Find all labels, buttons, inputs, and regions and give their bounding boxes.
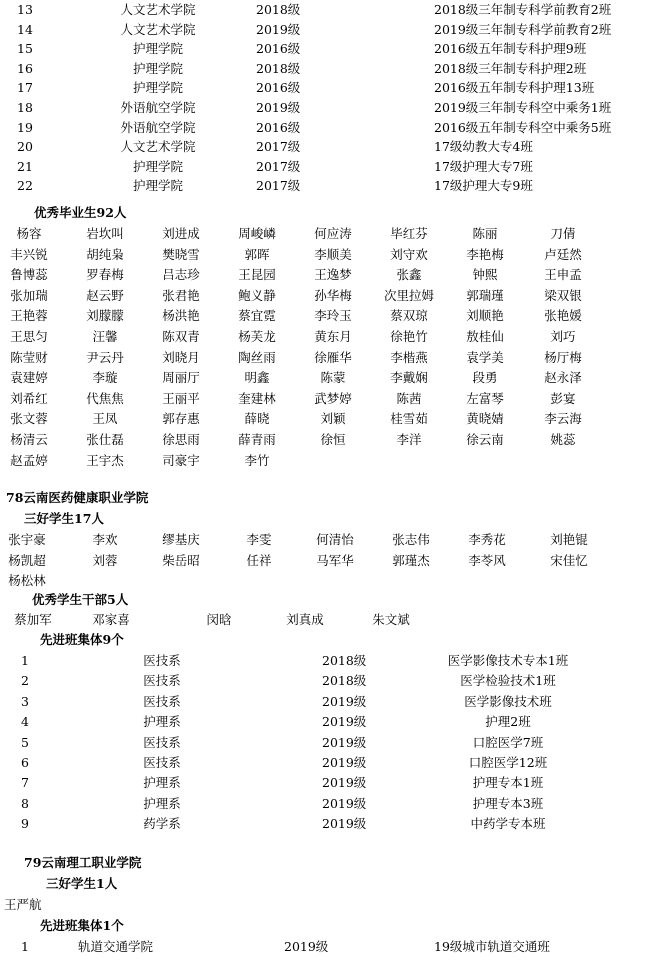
person-name: 李欢 (92, 532, 118, 547)
class-name: 医学影像技术专本1班 (447, 653, 569, 668)
college-name: 人文艺术学院 (120, 2, 196, 17)
person-name: 杨容 (16, 226, 42, 241)
person-name: 左富琴 (466, 390, 504, 406)
row-number: 22 (17, 178, 33, 194)
college-name: 人文艺术学院 (120, 21, 196, 37)
person-name: 王艳蓉 (10, 308, 48, 324)
grade: 2018级 (256, 60, 301, 76)
grade: 2016级 (256, 80, 301, 96)
row-number: 7 (21, 775, 29, 791)
person-name: 汪馨 (92, 329, 118, 344)
college-name: 护理学院 (132, 60, 183, 76)
person-name: 明鑫 (244, 370, 270, 386)
row-number: 20 (17, 139, 33, 155)
person-name: 陈丽 (472, 226, 498, 241)
department-name: 医技系 (143, 673, 181, 689)
person-name: 李艳梅 (466, 246, 504, 262)
person-name: 何应涛 (314, 226, 352, 241)
person-name: 刘蓉 (92, 552, 118, 568)
table-row (0, 20, 648, 40)
school-78-title: 78云南医药健康职业学院 (6, 490, 149, 505)
grade: 2019级 (322, 775, 367, 791)
excellent-cadres-heading: 优秀学生干部5人 (32, 592, 129, 607)
table-row (0, 176, 648, 196)
person-name: 李璇 (92, 370, 118, 386)
person-name: 吕志珍 (162, 267, 200, 283)
grade: 2017级 (256, 158, 301, 174)
person-name: 蔡宜霓 (238, 308, 276, 324)
row-number: 15 (17, 41, 33, 57)
person-name: 李秀花 (468, 532, 506, 547)
person-name: 梁双银 (544, 287, 582, 303)
person-name: 薛青雨 (238, 432, 276, 447)
table-row (0, 39, 648, 59)
person-name: 罗春梅 (86, 267, 124, 283)
person-name: 杨凯超 (8, 552, 46, 568)
person-name: 徐云南 (466, 432, 504, 447)
person-name: 刘朦朦 (86, 308, 124, 324)
row-number: 17 (17, 80, 33, 96)
name-row (0, 895, 648, 915)
department-name: 医技系 (143, 653, 181, 668)
person-name: 蔡双琼 (390, 308, 428, 324)
person-name: 李玲玉 (314, 308, 352, 324)
class-name: 19级城市轨道交通班 (434, 939, 550, 954)
college-name: 外语航空学院 (120, 119, 196, 135)
person-name: 陈莹财 (10, 349, 48, 365)
person-name: 李苓风 (468, 552, 506, 568)
grade: 2018级 (256, 2, 301, 17)
person-name: 彭宴 (550, 390, 576, 406)
class-name: 17级幼教大专4班 (434, 139, 533, 155)
table-row (0, 137, 648, 157)
department-name: 护理系 (143, 775, 181, 791)
person-name: 王凤 (92, 411, 118, 427)
person-name: 郭存惠 (162, 411, 200, 427)
person-name: 陈蒙 (320, 370, 346, 386)
class-name: 2016级五年制专科空中乘务5班 (434, 119, 612, 135)
person-name: 张文蓉 (10, 411, 48, 427)
row-number: 6 (21, 755, 29, 770)
grade: 2019级 (322, 693, 367, 709)
person-name: 闵晗 (206, 612, 232, 627)
person-name: 杨厅梅 (544, 349, 582, 365)
school-79-class-heading: 先进班集体1个 (40, 918, 124, 933)
person-name: 李雯 (246, 532, 272, 547)
person-name: 姚蕊 (550, 432, 576, 447)
name-row (0, 409, 648, 429)
person-name: 郭晖 (244, 246, 270, 262)
name-row (0, 327, 648, 347)
person-name: 杨洪艳 (162, 308, 200, 324)
grade: 2017级 (256, 178, 301, 194)
person-name: 朱文斌 (372, 612, 410, 627)
person-name: 丰兴锐 (10, 246, 48, 262)
class-name: 护理2班 (485, 714, 531, 730)
person-name: 刘真成 (286, 612, 324, 627)
row-number: 13 (17, 2, 33, 17)
grade: 2018级 (322, 653, 367, 668)
person-name: 袁学美 (466, 349, 504, 365)
name-row (0, 265, 648, 285)
person-name: 何清怡 (316, 532, 354, 547)
person-name: 张宇豪 (8, 532, 46, 547)
person-name: 邓家喜 (92, 612, 130, 627)
person-name: 卢廷然 (544, 246, 582, 262)
table-row (0, 59, 648, 79)
person-name: 柴岳昭 (162, 552, 200, 568)
person-name: 陈茜 (396, 390, 422, 406)
person-name: 赵孟婷 (10, 452, 48, 468)
table-row (0, 671, 648, 691)
person-name: 岩坎叫 (86, 226, 124, 241)
person-name: 李洋 (396, 432, 422, 447)
person-name: 张志伟 (392, 532, 430, 547)
department-name: 医技系 (143, 693, 181, 709)
person-name: 黄晓婧 (466, 411, 504, 427)
person-name: 代焦焦 (86, 390, 124, 406)
class-name: 2018级三年制专科学前教育2班 (434, 2, 612, 17)
person-name: 张君艳 (162, 287, 200, 303)
person-name: 袁建婷 (10, 370, 48, 386)
name-row (0, 368, 648, 388)
person-name: 任祥 (246, 552, 272, 568)
person-name: 张仕磊 (86, 432, 124, 447)
name-row (0, 286, 648, 306)
department-name: 医技系 (143, 755, 181, 770)
person-name: 蔡加军 (14, 612, 52, 627)
table-row (0, 794, 648, 814)
table-row (0, 118, 648, 138)
department-name: 药学系 (143, 816, 181, 832)
person-name: 王宇杰 (86, 452, 124, 468)
class-name: 2019级三年制专科空中乘务1班 (434, 100, 612, 115)
person-name: 徐雁华 (314, 349, 352, 365)
person-name: 胡纯枭 (86, 246, 124, 262)
table-row (0, 712, 648, 732)
excellent-graduates-heading: 优秀毕业生92人 (34, 205, 127, 220)
table-row (0, 937, 648, 957)
class-name: 17级护理大专9班 (434, 178, 533, 194)
table-row (0, 157, 648, 177)
person-name: 杨芙龙 (238, 329, 276, 344)
class-name: 2016级五年制专科护理9班 (434, 41, 587, 57)
table-row (0, 753, 648, 773)
name-row (0, 551, 648, 571)
name-row (0, 571, 648, 591)
person-name: 周丽厅 (162, 370, 200, 386)
person-name: 段勇 (472, 370, 498, 386)
name-row (0, 245, 648, 265)
person-name: 徐艳竹 (390, 329, 428, 344)
school-79-title: 79云南理工职业学院 (24, 855, 142, 870)
class-name: 护理专本3班 (472, 795, 544, 811)
row-number: 4 (21, 714, 29, 730)
person-name: 马军华 (316, 552, 354, 568)
row-number: 5 (21, 734, 29, 750)
class-name: 2018级三年制专科护理2班 (434, 60, 587, 76)
grade: 2019级 (256, 100, 301, 115)
person-name: 郭瑞瑾 (466, 287, 504, 303)
person-name: 刘巧 (550, 329, 576, 344)
college-name: 轨道交通学院 (78, 939, 154, 954)
person-name: 刘顺艳 (466, 308, 504, 324)
person-name: 鲁博蕊 (10, 267, 48, 283)
three-good-students-heading: 三好学生17人 (24, 511, 104, 526)
person-name: 鲍义静 (238, 287, 276, 303)
row-number: 16 (17, 60, 33, 76)
name-row (0, 389, 648, 409)
table-row (0, 814, 648, 834)
college-name: 外语航空学院 (120, 100, 196, 115)
class-name: 2016级五年制专科护理13班 (434, 80, 595, 96)
person-name: 李戴娴 (390, 370, 428, 386)
row-number: 18 (17, 100, 33, 115)
grade: 2016级 (256, 41, 301, 57)
row-number: 14 (17, 21, 33, 37)
row-number: 2 (21, 673, 29, 689)
name-row (0, 306, 648, 326)
grade: 2019级 (322, 714, 367, 730)
college-name: 护理学院 (132, 178, 183, 194)
class-name: 口腔医学7班 (472, 734, 544, 750)
table-row (0, 692, 648, 712)
person-name: 刀倩 (550, 226, 576, 241)
person-name: 徐思雨 (162, 432, 200, 447)
person-name: 宋佳忆 (550, 552, 588, 568)
name-row (0, 530, 648, 550)
row-number: 21 (17, 158, 33, 174)
grade: 2019级 (322, 755, 367, 770)
person-name: 李顺美 (314, 246, 352, 262)
person-name: 杨清云 (10, 432, 48, 447)
person-name: 陈双青 (162, 329, 200, 344)
class-name: 护理专本1班 (472, 775, 544, 791)
person-name: 黄东月 (314, 329, 352, 344)
person-name: 奎建林 (238, 390, 276, 406)
class-name: 17级护理大专7班 (434, 158, 533, 174)
row-number: 19 (17, 119, 33, 135)
department-name: 护理系 (143, 795, 181, 811)
person-name: 缪基庆 (162, 532, 200, 547)
table-row (0, 651, 648, 671)
person-name: 刘颖 (320, 411, 346, 427)
person-name: 张艳媛 (544, 308, 582, 324)
row-number: 1 (21, 939, 29, 954)
grade: 2019级 (322, 816, 367, 832)
grade: 2017级 (256, 139, 301, 155)
person-name: 张鑫 (396, 267, 422, 283)
person-name: 孙华梅 (314, 287, 352, 303)
person-name: 杨松林 (8, 573, 46, 588)
grade: 2019级 (322, 795, 367, 811)
person-name: 桂雪茹 (390, 411, 428, 427)
person-name: 李楷燕 (390, 349, 428, 365)
person-name: 司豪宇 (162, 452, 200, 468)
class-name: 医学检验技术1班 (460, 673, 556, 689)
person-name: 刘进成 (162, 226, 200, 241)
name-row (0, 430, 648, 450)
person-name: 赵云野 (86, 287, 124, 303)
row-number: 8 (21, 795, 29, 811)
table-row (0, 98, 648, 118)
person-name: 刘希红 (10, 390, 48, 406)
person-name: 周峻嶙 (238, 226, 276, 241)
row-number: 3 (21, 693, 29, 709)
person-name: 李云海 (544, 411, 582, 427)
person-name: 钟熙 (472, 267, 498, 283)
college-name: 人文艺术学院 (120, 139, 196, 155)
name-row (0, 348, 648, 368)
person-name: 毕红芬 (390, 226, 428, 241)
class-name: 口腔医学12班 (468, 755, 548, 770)
table-row (0, 773, 648, 793)
person-name: 敖桂仙 (466, 329, 504, 344)
person-name: 赵永泽 (544, 370, 582, 386)
college-name: 护理学院 (132, 158, 183, 174)
person-name: 武梦婷 (314, 390, 352, 406)
college-name: 护理学院 (132, 80, 183, 96)
class-name: 医学影像技术班 (464, 693, 552, 709)
person-name: 王思匀 (10, 329, 48, 344)
person-name: 李竹 (244, 452, 270, 468)
person-name: 徐恒 (320, 432, 346, 447)
person-name: 郭瑾杰 (392, 552, 430, 568)
person-name: 王逸梦 (314, 267, 352, 283)
table-row (0, 0, 648, 20)
advanced-classes-heading: 先进班集体9个 (40, 632, 124, 647)
person-name: 张加瑞 (10, 287, 48, 303)
class-name: 2019级三年制专科学前教育2班 (434, 21, 612, 37)
table-row (0, 733, 648, 753)
department-name: 护理系 (143, 714, 181, 730)
grade: 2019级 (322, 734, 367, 750)
school-79-three-good-heading: 三好学生1人 (46, 876, 118, 891)
person-name: 尹云丹 (86, 349, 124, 365)
class-name: 中药学专本班 (470, 816, 546, 832)
person-name: 刘守欢 (390, 246, 428, 262)
name-row (0, 610, 648, 630)
person-name: 王严航 (4, 897, 42, 912)
grade: 2016级 (256, 119, 301, 135)
person-name: 樊晓雪 (162, 246, 200, 262)
college-name: 护理学院 (132, 41, 183, 57)
person-name: 次里拉姆 (383, 287, 434, 303)
person-name: 王昆园 (238, 267, 276, 283)
grade: 2019级 (256, 21, 301, 37)
person-name: 薛晓 (244, 411, 270, 427)
person-name: 王丽平 (162, 390, 200, 406)
person-name: 陶丝雨 (238, 349, 276, 365)
person-name: 王申孟 (544, 267, 582, 283)
name-row (0, 224, 648, 244)
person-name: 刘晓月 (162, 349, 200, 365)
table-row (0, 78, 648, 98)
person-name: 刘艳锟 (550, 532, 588, 547)
department-name: 医技系 (143, 734, 181, 750)
row-number: 1 (21, 653, 29, 668)
grade: 2018级 (322, 673, 367, 689)
name-row (0, 451, 648, 471)
grade: 2019级 (284, 939, 329, 954)
row-number: 9 (21, 816, 29, 832)
